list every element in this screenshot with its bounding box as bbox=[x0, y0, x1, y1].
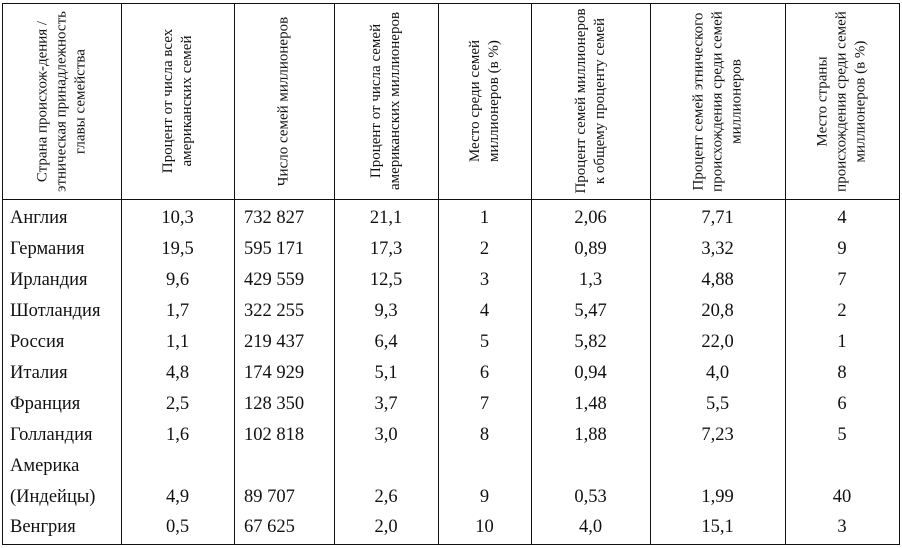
cell-pct-mil: 2,0 bbox=[374, 517, 398, 537]
cell-families: 89 707 bbox=[244, 487, 295, 507]
cell-rank: 2 bbox=[479, 239, 490, 259]
header-pct-all-families bbox=[121, 3, 234, 199]
cell-country-rank: 3 bbox=[837, 517, 847, 537]
cell-country-rank: 2 bbox=[837, 301, 847, 321]
cell-pct-ethnic: 3,32 bbox=[701, 239, 734, 259]
cell-country: Шотландия bbox=[10, 301, 101, 321]
cell-pct-all: 2,5 bbox=[165, 394, 190, 414]
header-ratio-text: Процент семей миллионеров к общему проценту семей bbox=[572, 8, 608, 194]
cell-pct-ethnic: 4,88 bbox=[701, 270, 734, 290]
cell-country: Италия bbox=[10, 363, 68, 383]
cell-country: Англия bbox=[10, 208, 68, 228]
cell-ratio: 1,3 bbox=[578, 270, 603, 290]
header-bottom-border bbox=[2, 199, 899, 200]
cell-country: Америка bbox=[10, 456, 80, 476]
cell-ratio: 0,89 bbox=[574, 239, 607, 259]
cell-pct-mil: 12,5 bbox=[369, 270, 403, 290]
column-border bbox=[899, 3, 900, 545]
table-bottom-border bbox=[2, 544, 899, 545]
cell-families: 67 625 bbox=[244, 517, 295, 537]
cell-pct-mil: 6,4 bbox=[374, 332, 398, 352]
cell-ratio: 0,53 bbox=[574, 487, 607, 507]
cell-ratio: 5,82 bbox=[574, 332, 607, 352]
cell-pct-ethnic: 20,8 bbox=[701, 301, 734, 321]
header-ratio bbox=[531, 3, 650, 199]
cell-pct-all: 10,3 bbox=[161, 208, 194, 228]
cell-pct-all: 19,5 bbox=[161, 239, 194, 259]
cell-rank: 8 bbox=[479, 425, 490, 445]
header-millionaire-families bbox=[234, 3, 334, 199]
cell-country-rank: 5 bbox=[837, 425, 847, 445]
cell-pct-ethnic: 7,23 bbox=[701, 425, 734, 445]
cell-ratio: 1,48 bbox=[574, 394, 607, 414]
cell-pct-all: 9,6 bbox=[165, 270, 190, 290]
cell-pct-all: 1,1 bbox=[165, 332, 190, 352]
cell-rank: 10 bbox=[475, 517, 494, 537]
cell-pct-ethnic: 5,5 bbox=[705, 394, 730, 414]
cell-pct-ethnic: 15,1 bbox=[701, 517, 734, 537]
header-pct-ethnic bbox=[650, 3, 785, 199]
cell-rank: 6 bbox=[479, 363, 490, 383]
cell-families: 128 350 bbox=[244, 394, 305, 414]
cell-country: Франция bbox=[10, 394, 81, 414]
cell-pct-mil: 2,6 bbox=[374, 487, 398, 507]
cell-ratio: 5,47 bbox=[574, 301, 607, 321]
cell-families: 102 818 bbox=[244, 425, 305, 445]
cell-rank: 4 bbox=[479, 301, 490, 321]
cell-rank: 9 bbox=[479, 487, 490, 507]
header-pct-all-families-text: Процент от числа всех американских семей bbox=[159, 28, 195, 174]
cell-pct-mil: 3,7 bbox=[374, 394, 398, 414]
cell-ratio: 4,0 bbox=[578, 517, 603, 537]
cell-pct-mil: 3,0 bbox=[374, 425, 398, 445]
header-country-text: Страна происхож-дения / этническая принадлежность главы семейства bbox=[34, 10, 88, 192]
cell-families: 219 437 bbox=[244, 332, 305, 352]
header-pct-millionaire-families-text: Процент от числа семей американских миллионеров bbox=[368, 11, 403, 191]
cell-pct-mil: 21,1 bbox=[369, 208, 403, 228]
cell-pct-all: 1,7 bbox=[165, 301, 190, 321]
cell-families: 322 255 bbox=[244, 301, 305, 321]
cell-country-line2: (Индейцы) bbox=[10, 487, 96, 507]
cell-families: 174 929 bbox=[244, 363, 305, 383]
cell-country: Венгрия bbox=[10, 517, 76, 537]
cell-pct-mil: 17,3 bbox=[369, 239, 403, 259]
cell-families: 595 171 bbox=[244, 239, 305, 259]
cell-pct-ethnic: 1,99 bbox=[701, 487, 734, 507]
cell-pct-ethnic: 7,71 bbox=[701, 208, 734, 228]
cell-country: Германия bbox=[10, 239, 85, 259]
header-country-rank-text: Место страны происхождения среди семей миллионеров (в %) bbox=[814, 10, 869, 192]
cell-families: 429 559 bbox=[244, 270, 305, 290]
cell-ratio: 0,94 bbox=[574, 363, 607, 383]
cell-country: Ирландия bbox=[10, 270, 88, 290]
cell-pct-mil: 9,3 bbox=[374, 301, 398, 321]
cell-pct-ethnic: 22,0 bbox=[701, 332, 734, 352]
cell-country-rank: 8 bbox=[837, 363, 847, 383]
header-rank-millionaires-text: Место среди семей миллионеров (в %) bbox=[466, 39, 502, 163]
header-rank-millionaires bbox=[438, 3, 531, 199]
cell-pct-ethnic: 4,0 bbox=[705, 363, 730, 383]
cell-ratio: 2,06 bbox=[574, 208, 607, 228]
cell-country-rank: 1 bbox=[837, 332, 847, 352]
cell-country-rank: 9 bbox=[837, 239, 847, 259]
cell-country-rank: 4 bbox=[837, 208, 847, 228]
header-country-rank bbox=[785, 3, 899, 199]
cell-ratio: 1,88 bbox=[574, 425, 607, 445]
cell-rank: 5 bbox=[479, 332, 490, 352]
header-millionaire-families-text: Число семей миллионеров bbox=[275, 16, 292, 186]
cell-country: Голландия bbox=[10, 425, 93, 445]
cell-pct-mil: 5,1 bbox=[374, 363, 398, 383]
cell-country-rank: 40 bbox=[832, 487, 852, 507]
cell-country-rank: 7 bbox=[837, 270, 847, 290]
cell-pct-all: 4,9 bbox=[165, 487, 190, 507]
cell-pct-all: 0,5 bbox=[165, 517, 190, 537]
header-country bbox=[2, 3, 121, 199]
cell-rank: 3 bbox=[479, 270, 490, 290]
cell-families: 732 827 bbox=[244, 208, 305, 228]
cell-country-rank: 6 bbox=[837, 394, 847, 414]
cell-pct-all: 4,8 bbox=[165, 363, 190, 383]
cell-rank: 7 bbox=[479, 394, 490, 414]
cell-pct-all: 1,6 bbox=[165, 425, 190, 445]
cell-country: Россия bbox=[10, 332, 65, 352]
cell-rank: 1 bbox=[479, 208, 490, 228]
header-pct-ethnic-text: Процент семей этнического происхождения среди семей миллионеров bbox=[690, 10, 744, 192]
header-pct-millionaire-families bbox=[334, 3, 438, 199]
